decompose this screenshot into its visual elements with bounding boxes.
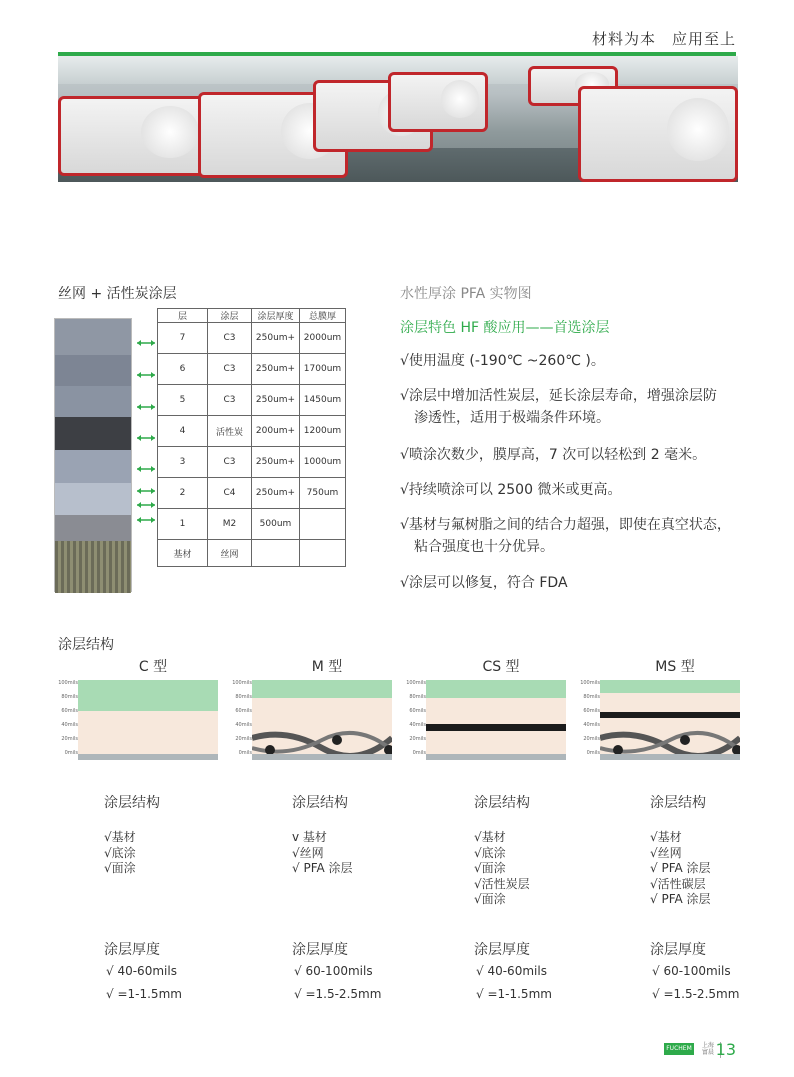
table-row <box>158 354 346 385</box>
storage-tank-photo <box>58 56 738 182</box>
carbon-layer <box>426 724 566 731</box>
structure-col-m <box>232 656 402 1001</box>
table-cell: 1450um <box>300 385 346 416</box>
coating-diagram <box>78 680 218 760</box>
table-row <box>158 540 346 567</box>
photo-tank <box>58 96 208 176</box>
thickness-subtitle: 涂层厚度 <box>650 942 706 958</box>
list-item: √丝网 <box>650 845 682 860</box>
table-cell: 250um+ <box>252 354 300 385</box>
coating-sample-swatch <box>54 318 132 592</box>
layer-table <box>157 308 346 567</box>
table-row <box>158 509 346 540</box>
table-cell: 7 <box>158 323 208 354</box>
list-item: √底涂 <box>104 845 136 860</box>
list-item: √ PFA 涂层 <box>650 861 711 875</box>
thickness-value: √ 60-100mils <box>652 964 731 978</box>
axis-label: 0mils <box>238 750 252 756</box>
thickness-axis <box>232 680 252 760</box>
table-cell: 500um <box>252 509 300 540</box>
thickness-value: √ =1.5-2.5mm <box>652 987 740 1001</box>
header-slogan: 材料为本 应用至上 <box>591 30 736 48</box>
table-cell: C3 <box>208 354 252 385</box>
axis-label: 100mils <box>58 680 78 686</box>
table-row <box>158 323 346 354</box>
table-cell: 250um+ <box>252 385 300 416</box>
axis-label: 80mils <box>235 694 252 700</box>
table-cell: C4 <box>208 478 252 509</box>
table-cell <box>252 540 300 567</box>
list-item: √面涂 <box>474 861 506 875</box>
thickness-value: √ 60-100mils <box>294 964 373 978</box>
list-item: √面涂 <box>104 861 136 875</box>
table-cell: 1200um <box>300 416 346 447</box>
thickness-subtitle: 涂层厚度 <box>104 942 160 958</box>
table-row <box>158 385 346 416</box>
table-cell: 2 <box>158 478 208 509</box>
structure-subtitle: 涂层结构 <box>292 795 348 811</box>
feature-text: √涂层可以修复，符合 FDA <box>400 575 568 591</box>
table-cell: 6 <box>158 354 208 385</box>
table-cell: 5 <box>158 385 208 416</box>
substrate-layer <box>252 754 392 760</box>
feature-text-cont: 渗透性，适用于极端条件环境。 <box>414 410 610 426</box>
table-cell: C3 <box>208 385 252 416</box>
axis-label: 40mils <box>235 722 252 728</box>
substrate-layer <box>426 754 566 760</box>
layer-arrow <box>135 338 157 348</box>
structure-col-ms <box>580 656 750 1001</box>
list-item: √丝网 <box>292 845 324 860</box>
axis-label: 100mils <box>406 680 426 686</box>
page-number: 13 <box>715 1040 736 1059</box>
table-cell: 750um <box>300 478 346 509</box>
table-cell: 1000um <box>300 447 346 478</box>
layer-arrow <box>135 486 157 496</box>
list-item: √活性碳层 <box>650 876 706 891</box>
axis-label: 100mils <box>232 680 252 686</box>
company-name-cn <box>702 1042 714 1056</box>
table-cell: 250um+ <box>252 447 300 478</box>
table-cell: 200um+ <box>252 416 300 447</box>
table-cell <box>300 540 346 567</box>
structure-col-cs <box>406 656 576 1001</box>
structure-list <box>650 830 711 908</box>
wire-mesh-icon <box>600 680 740 760</box>
axis-label: 80mils <box>583 694 600 700</box>
table-cell: 活性炭 <box>208 416 252 447</box>
table-cell: 1700um <box>300 354 346 385</box>
table-cell: 2000um <box>300 323 346 354</box>
list-item: √面涂 <box>474 892 506 906</box>
type-name: MS 型 <box>655 659 695 675</box>
axis-label: 20mils <box>583 736 600 742</box>
type-name: M 型 <box>311 659 343 675</box>
list-item: √活性炭层 <box>474 876 530 891</box>
axis-label: 60mils <box>583 708 600 714</box>
list-item: √基材 <box>474 830 506 844</box>
layer-arrow <box>135 433 157 443</box>
table-header: 涂层 <box>208 309 252 323</box>
topcoat-layer <box>78 680 218 711</box>
structure-title: 涂层结构 <box>58 637 114 653</box>
feature-item <box>400 444 760 466</box>
axis-label: 40mils <box>61 722 78 728</box>
structure-subtitle: 涂层结构 <box>474 795 530 811</box>
company-logo: FUCHEM <box>664 1043 694 1055</box>
table-header: 总膜厚 <box>300 309 346 323</box>
layer-arrow <box>135 464 157 474</box>
layer-arrow <box>135 402 157 412</box>
feature-item <box>400 514 760 558</box>
list-item: √底涂 <box>474 845 506 860</box>
table-cell: 250um+ <box>252 323 300 354</box>
type-name: C 型 <box>138 659 168 675</box>
structure-list <box>474 830 530 908</box>
axis-label: 40mils <box>409 722 426 728</box>
feature-text: √喷涂次数少，膜厚高，7 次可以轻松到 2 毫米。 <box>400 447 707 463</box>
axis-label: 60mils <box>235 708 252 714</box>
thickness-subtitle: 涂层厚度 <box>474 942 530 958</box>
axis-label: 20mils <box>61 736 78 742</box>
substrate-layer <box>78 754 218 760</box>
coating-diagram <box>600 680 740 760</box>
table-cell: C3 <box>208 447 252 478</box>
feature-text: √使用温度 (-190℃ ~260℃ )。 <box>400 353 605 369</box>
company-name-line: 富晨 <box>701 1049 714 1056</box>
photo-tank <box>578 86 738 182</box>
structure-list <box>104 830 136 877</box>
thickness-value: √ =1-1.5mm <box>106 987 182 1001</box>
axis-label: 80mils <box>61 694 78 700</box>
company-name-line: 上海 <box>701 1042 714 1049</box>
axis-label: 0mils <box>412 750 426 756</box>
feature-heading: 涂层特色 HF 酸应用——首选涂层 <box>400 320 610 336</box>
feature-item <box>400 572 760 594</box>
table-cell: 1 <box>158 509 208 540</box>
thickness-axis <box>406 680 426 760</box>
photo-tank <box>388 72 488 132</box>
feature-item <box>400 479 760 501</box>
feature-text: √涂层中增加活性炭层，延长涂层寿命，增强涂层防 <box>400 388 717 404</box>
list-item: √基材 <box>650 830 682 844</box>
layer-arrow <box>135 370 157 380</box>
thickness-value: √ =1.5-2.5mm <box>294 987 382 1001</box>
thickness-value: √ =1-1.5mm <box>476 987 552 1001</box>
table-header: 层 <box>158 309 208 323</box>
table-header: 涂层厚度 <box>252 309 300 323</box>
structure-subtitle: 涂层结构 <box>104 795 160 811</box>
axis-label: 60mils <box>61 708 78 714</box>
axis-label: 0mils <box>64 750 78 756</box>
table-cell: 3 <box>158 447 208 478</box>
axis-label: 40mils <box>583 722 600 728</box>
feature-text-cont: 粘合强度也十分优异。 <box>414 539 554 555</box>
feature-text: √持续喷涂可以 2500 微米或更高。 <box>400 482 622 498</box>
structure-col-c <box>58 656 228 1001</box>
type-name: CS 型 <box>482 659 520 675</box>
substrate-layer <box>600 754 740 760</box>
list-item: √ PFA 涂层 <box>650 892 711 906</box>
topcoat-layer <box>426 680 566 698</box>
feature-item <box>400 385 760 429</box>
thickness-axis <box>58 680 78 760</box>
list-item: √基材 <box>104 830 136 844</box>
table-cell: 4 <box>158 416 208 447</box>
axis-label: 100mils <box>580 680 600 686</box>
list-item: √ PFA 涂层 <box>292 861 353 875</box>
axis-label: 20mils <box>409 736 426 742</box>
feature-text: √基材与氟树脂之间的结合力超强，即使在真空状态， <box>400 517 731 533</box>
feature-item <box>400 350 760 372</box>
axis-label: 60mils <box>409 708 426 714</box>
table-cell: 基材 <box>158 540 208 567</box>
table-row <box>158 447 346 478</box>
table-cell: 250um+ <box>252 478 300 509</box>
pfa-section-title: 水性厚涂 PFA 实物图 <box>400 286 532 302</box>
table-row <box>158 478 346 509</box>
coating-diagram <box>252 680 392 760</box>
table-cell: C3 <box>208 323 252 354</box>
layer-arrow <box>135 515 157 525</box>
table-cell: 丝网 <box>208 540 252 567</box>
table-row <box>158 416 346 447</box>
coating-diagram <box>426 680 566 760</box>
axis-label: 0mils <box>586 750 600 756</box>
thickness-axis <box>580 680 600 760</box>
wire-mesh-icon <box>252 680 392 760</box>
thickness-value: √ 40-60mils <box>476 964 547 978</box>
axis-label: 80mils <box>409 694 426 700</box>
table-cell <box>300 509 346 540</box>
thickness-value: √ 40-60mils <box>106 964 177 978</box>
layer-arrow <box>135 500 157 510</box>
table-header-row <box>158 309 346 323</box>
table-cell: M2 <box>208 509 252 540</box>
list-item: v 基材 <box>292 830 327 844</box>
thickness-subtitle: 涂层厚度 <box>292 942 348 958</box>
structure-subtitle: 涂层结构 <box>650 795 706 811</box>
wire-section-title: 丝网 + 活性炭涂层 <box>58 286 177 302</box>
structure-list <box>292 830 353 877</box>
axis-label: 20mils <box>235 736 252 742</box>
